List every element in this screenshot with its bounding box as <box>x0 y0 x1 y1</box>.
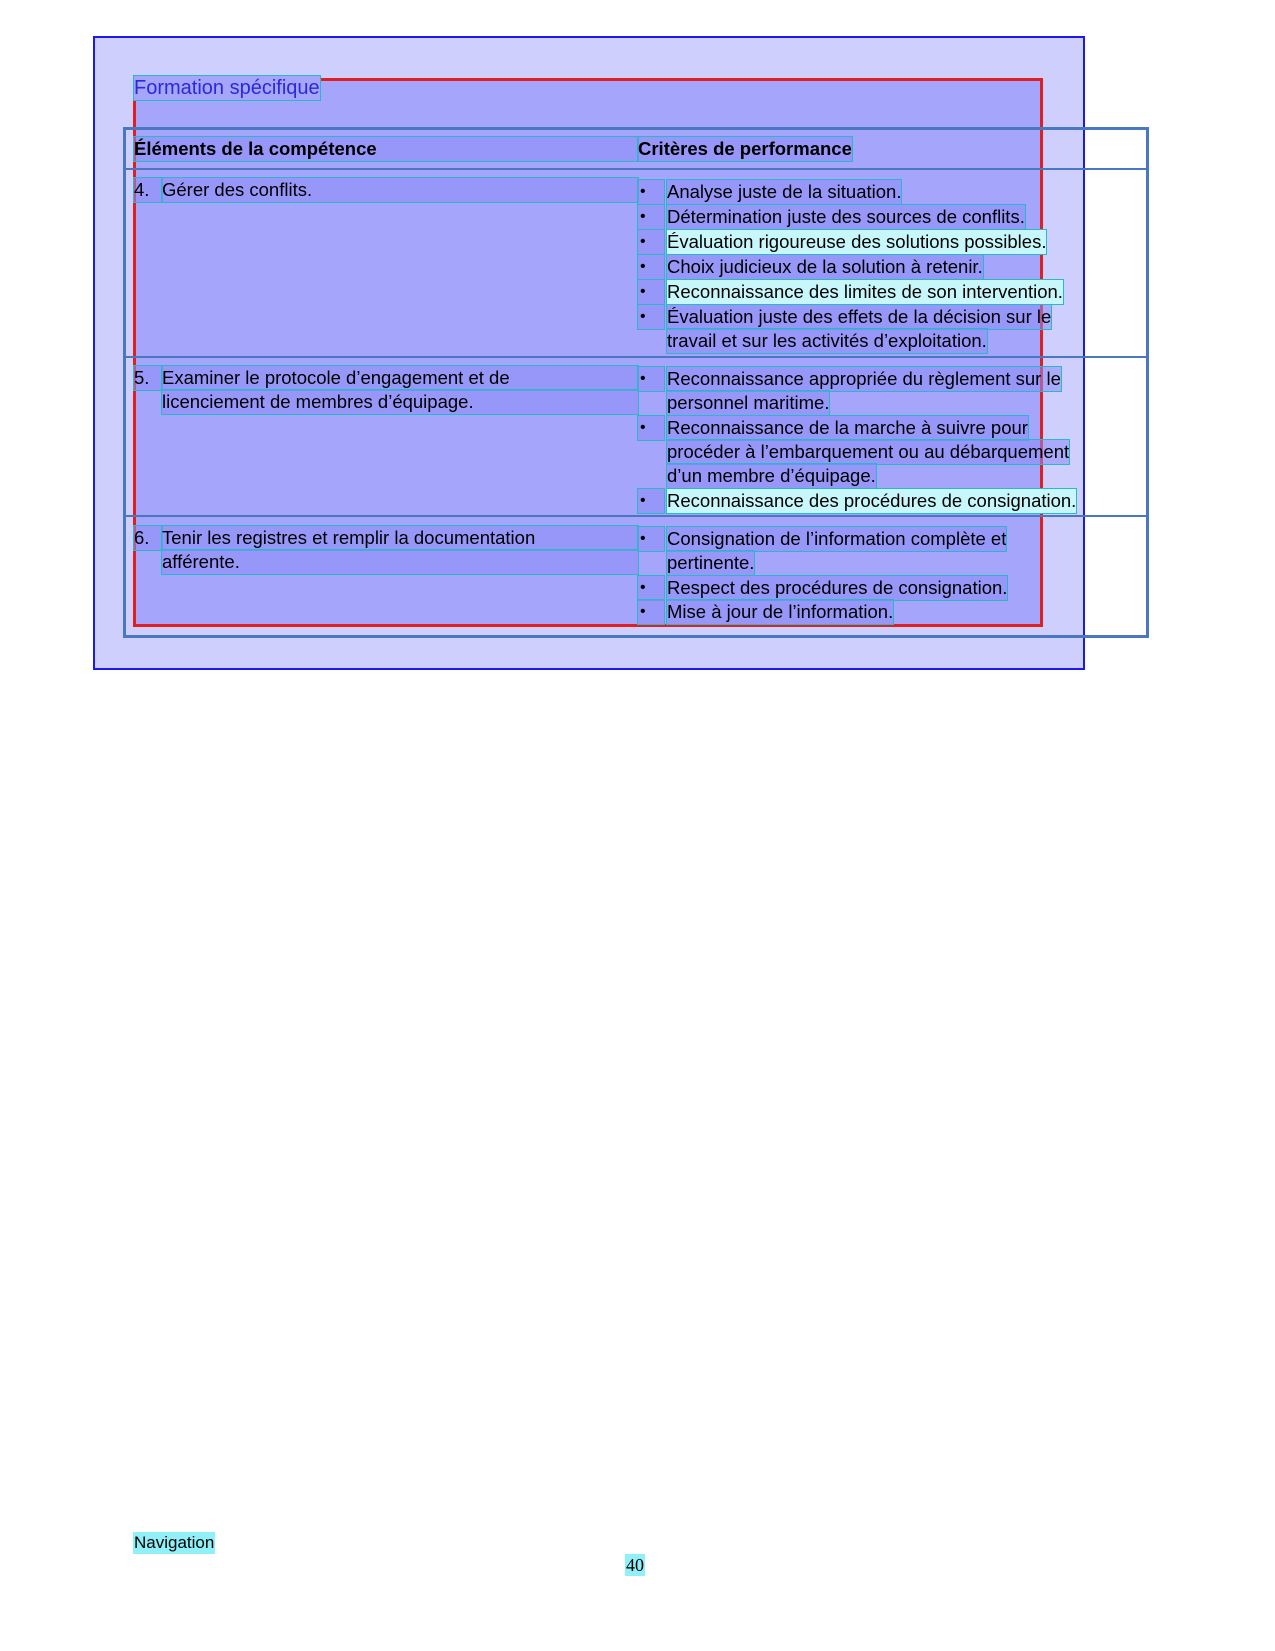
bullet: • <box>638 180 664 204</box>
criterion-text: Consignation de l’information complète et <box>667 528 1007 549</box>
bullet: • <box>638 205 664 229</box>
bullet: • <box>638 255 664 279</box>
criterion-text: Évaluation rigoureuse des solutions possibles. <box>667 231 1047 252</box>
bullet: • <box>638 305 664 329</box>
element-text: Gérer des conflits. <box>162 178 638 202</box>
bullet: • <box>638 576 664 600</box>
element-text: Examiner le protocole d’engagement et de <box>162 366 638 390</box>
footer-label: Navigation <box>134 1533 215 1552</box>
element-text: Tenir les registres et remplir la documentation <box>162 526 638 550</box>
criterion-text: Choix judicieux de la solution à retenir. <box>667 256 983 277</box>
header-elements: Éléments de la compétence <box>134 137 638 161</box>
criterion-text: Mise à jour de l’information. <box>667 601 894 622</box>
criterion-text: Reconnaissance de la marche à suivre pour <box>667 417 1028 438</box>
bullet: • <box>638 527 664 551</box>
element-number: 6. <box>134 526 162 550</box>
element-number: 5. <box>134 366 162 390</box>
criterion-text: Détermination juste des sources de conflits. <box>667 206 1025 227</box>
section-title: Formation spécifique <box>134 77 320 99</box>
bullet: • <box>638 367 664 391</box>
element-text: licenciement de membres d’équipage. <box>162 390 638 414</box>
criterion-text: d’un membre d’équipage. <box>667 465 876 486</box>
criterion-text: procéder à l’embarquement ou au débarquement <box>667 441 1070 462</box>
element-text: afférente. <box>162 550 638 574</box>
criterion-text: Reconnaissance des procédures de consignation. <box>667 490 1077 511</box>
bullet: • <box>638 416 664 440</box>
element-number: 4. <box>134 178 162 202</box>
bullet: • <box>638 280 664 304</box>
criterion-text: Reconnaissance des limites de son intervention. <box>667 281 1063 302</box>
bullet: • <box>638 489 664 513</box>
page-number: 40 <box>626 1555 644 1575</box>
bullet: • <box>638 230 664 254</box>
header-divider <box>123 168 1149 170</box>
row-divider <box>123 515 1149 517</box>
criterion-text: Évaluation juste des effets de la décision sur le <box>667 306 1052 327</box>
criterion-text: Analyse juste de la situation. <box>667 181 902 202</box>
criterion-text: Reconnaissance appropriée du règlement sur le <box>667 368 1061 389</box>
criterion-text: personnel maritime. <box>667 392 830 413</box>
bullet: • <box>638 600 664 624</box>
row-divider <box>123 356 1149 358</box>
header-criteria: Critères de performance <box>638 138 852 159</box>
criterion-text: travail et sur les activités d’exploitation. <box>667 330 987 351</box>
criterion-text: Respect des procédures de consignation. <box>667 577 1008 598</box>
criterion-text: pertinente. <box>667 552 755 573</box>
